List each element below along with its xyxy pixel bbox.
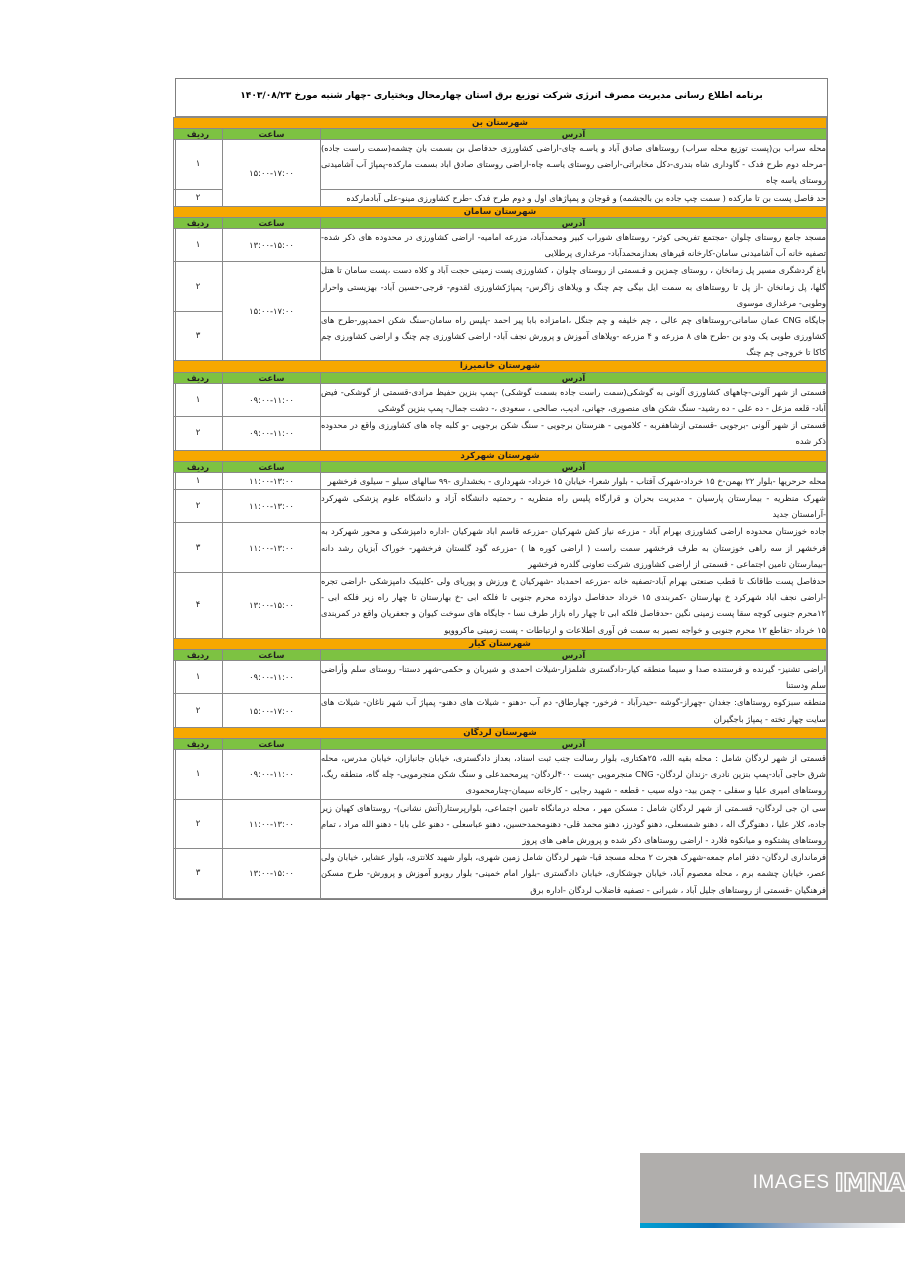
column-header-row-number: ردیف xyxy=(174,128,223,139)
time-cell: ۱۳:۰۰-۱۵:۰۰ xyxy=(223,572,321,638)
column-header-row-number: ردیف xyxy=(174,461,223,472)
time-cell: ۱۵:۰۰-۱۷:۰۰ xyxy=(223,262,321,361)
time-cell: ۱۱:۰۰-۱۳:۰۰ xyxy=(223,523,321,573)
table-row xyxy=(174,229,827,262)
schedule-sheet xyxy=(175,78,828,900)
city-band-row xyxy=(174,638,827,649)
time-cell: ۱۱:۰۰-۱۳:۰۰ xyxy=(223,799,321,849)
row-number-cell: ۲ xyxy=(174,799,223,849)
address-cell: قسمتی از شهر آلونی-چاههای کشاورزی آلونی به گوشکی(سمت راست جاده بسمت گوشکی) -پمپ بنزین حفیظ مرادی-قسمتی از گوشکی- فیض آباد- قلعه مزعل - ده علی - ده رشید- سنگ شکن های منصوری، جهانی، ادیب، صالحی ، سعودی ،- دشت جمال- پمپ بنزین گوشکی xyxy=(321,383,827,416)
row-number-cell: ۲ xyxy=(174,490,223,523)
time-cell: ۱۳:۰۰-۱۵:۰۰ xyxy=(223,849,321,899)
imna-logo-mark xyxy=(752,1167,905,1197)
table-row xyxy=(174,849,827,899)
address-cell: فرمانداری لردگان- دفتر امام جمعه-شهرک هجرت ۲ محله مسجد قبا- شهر لردگان شامل زمین شهری، بلوار شهید کلانتری، بلوار عشایر، خیابان ولی عصر، خیابان چشمه برم ، محله معصوم آباد، خیابان جوشکاری، خیابان دادگستری -بلوار امام خمینی- بلوار روبرو آموزش و پرورش- طرح مسکن فرهنگیان -قسمتی از روستاهای جلیل آباد ، شیرانی - تصفیه فاضلاب لردگان -اداره برق xyxy=(321,849,827,899)
table-row xyxy=(174,750,827,800)
column-header-address: آدرس xyxy=(321,739,827,750)
address-cell: منطقه سبزکوه روستاهای: جغدان -چهراز-گوشه -حیدرآباد - فرخور- چهارطاق- دم آب -دهنو - شیلات های دهنو- پمپاژ آب شهر ناغان- شیلات های سایت چهار تخته - پمپاژ باجگیران xyxy=(321,694,827,727)
time-cell: ۱۱:۰۰-۱۳:۰۰ xyxy=(223,490,321,523)
address-cell: سی ان جی لردگان- قسـمتی از شهر لردگان شامل : مسکن مهر ، محله درمانگاه تامین اجتماعی، بلوارپرستار(آتش نشانی)- روستاهای کهیان زیر جاده، کلار علیا ، دهنوگرگ اله ، دهنو شمسعلی، دهنو گودرز، دهنو محمد قلی- دهنومحمدحسین، دهنو عباسعلی - دهنو علی بابا - دهنو الله مراد ، تمام روستاهای پشتکوه و میانکوه فلارد - اراضی روستاهای ذکر شده و پرورش ماهی های پروز xyxy=(321,799,827,849)
column-header-row xyxy=(174,128,827,139)
page-title: برنامه اطلاع رسانی مدیریت مصرف انرژی شرکت توزیع برق استان چهارمحال وبختیاری -چهار شنبه مورخ ۱۴۰۳/۰۸/۲۳ xyxy=(176,79,827,117)
city-name: شهرستان بن xyxy=(174,117,827,128)
address-cell: حد فاصل پست بن تا مارکده ( سمت چپ جاده بن بالجشمه) و قوجان و پمپاژهای اول و دوم طرح فدک -طرح کشاورزی مینو-علی آبادمارکده xyxy=(321,189,827,206)
row-number-cell: ۱ xyxy=(174,661,223,694)
row-number-cell: ۴ xyxy=(174,572,223,638)
city-name: شهرستان خانمیرزا xyxy=(174,361,827,372)
table-row xyxy=(174,472,827,489)
time-cell: ۰۹:۰۰-۱۱:۰۰ xyxy=(223,417,321,450)
address-cell: جاده خوزستان محدوده اراضی کشاورزی بهرام آباد - مزرعه نیاز کش شهرکیان -مزرعه قاسم اباد شهرکیان -اداره دامپزشکی و محور شهرکرد به فرخشهر از سه راهی خوزستان به طرف فرخشهر سمت راست ( اراضی کوره ها ) -مزرعه گود گلستان فرخشهر- خوراک آبزیان رشد دانه -بیمارستان تامین اجتماعی - قسمتی از اراضی کشاورزی شرکت تعاونی گلدره فرخشهر xyxy=(321,523,827,573)
column-header-time: ساعت xyxy=(223,739,321,750)
city-band-row xyxy=(174,206,827,217)
table-row xyxy=(174,523,827,573)
column-header-address: آدرس xyxy=(321,218,827,229)
city-name: شهرستان لردگان xyxy=(174,727,827,738)
address-cell: اراضی تشنیز- گیرنده و فرستنده صدا و سیما منطقه کیار-دادگستری شلمزار-شیلات احمدی و شیربان و حکمی-شهر دستنا- روستای سلم وأراضی سلم ودستنا xyxy=(321,661,827,694)
column-header-address: آدرس xyxy=(321,461,827,472)
address-cell: مسجد جامع روستای چلوان -مجتمع تفریحی کوثر- روستاهای شوراب کبیر ومحمدآباد، مزرعه امامیه- اراضی کشاورزی در محدوده های ذکر شده-تصفیه خانه آب آشامیدنی سامان-کارخانه قیرهای بعدازمحمدآباد- مرغداری پرطلایی xyxy=(321,229,827,262)
table-row xyxy=(174,661,827,694)
column-header-row-number: ردیف xyxy=(174,218,223,229)
column-header-row xyxy=(174,649,827,660)
time-cell: ۱۵:۰۰-۱۷:۰۰ xyxy=(223,694,321,727)
city-band-row xyxy=(174,117,827,128)
city-band-row xyxy=(174,450,827,461)
city-name: شهرستان کیار xyxy=(174,638,827,649)
imna-logo-text: IMNA xyxy=(834,1167,905,1197)
row-number-cell: ۳ xyxy=(174,311,223,361)
table-row xyxy=(174,417,827,450)
city-name: شهرستان سامان xyxy=(174,206,827,217)
row-number-cell: ۲ xyxy=(174,262,223,312)
table-row xyxy=(174,572,827,638)
column-header-row xyxy=(174,372,827,383)
city-name: شهرستان شهرکرد xyxy=(174,450,827,461)
address-cell: محله سراب بن(پست توزیع محله سراب) روستاهای صادق آباد و یاسـه چای-اراضی کشاورزی حدفاصل بن بسمت بان چشمه(سمت راست جاده) -مرحله دوم طرح فدک - گاوداری شاه بندری-دکل مخابراتی-اراضی روستای یاسـه چاه-اراضی روستای صادق اباد بسمت مارکده-پمپاژ آب آشامیدنی روستای یاسه چاه xyxy=(321,140,827,190)
time-cell: ۱۱:۰۰-۱۳:۰۰ xyxy=(223,472,321,489)
column-header-time: ساعت xyxy=(223,461,321,472)
column-header-address: آدرس xyxy=(321,128,827,139)
table-row xyxy=(174,490,827,523)
column-header-row-number: ردیف xyxy=(174,649,223,660)
row-number-cell: ۱ xyxy=(174,229,223,262)
watermark-strip xyxy=(640,1211,905,1223)
table-row xyxy=(174,694,827,727)
table-row xyxy=(174,140,827,190)
row-number-cell: ۳ xyxy=(174,523,223,573)
column-header-time: ساعت xyxy=(223,372,321,383)
time-cell: ۰۹:۰۰-۱۱:۰۰ xyxy=(223,383,321,416)
row-number-cell: ۲ xyxy=(174,189,223,206)
table-row xyxy=(174,799,827,849)
row-number-cell: ۱ xyxy=(174,140,223,190)
table-row xyxy=(174,262,827,312)
column-header-address: آدرس xyxy=(321,649,827,660)
address-cell: حدفاصل پست طاقانک تا قطب صنعتی بهرام آباد-تصفیه خانه -مزرعه احمدباد -شهرکیان خ ورزش و پوریای ولی -کلینیک دامپزشکی -اراضی تجره -اراضی نجف اباد شهرکرد خ بهارستان -کمربندی ۱۵ خرداد حدفاصل دوازده محرم جنوبی تا فلکه ابی -خ بهارستان تا چهار راه زیر فلکه ابی - ۱۲محرم جنوبی کوچه سقا پست زمینی نگین -حدفاصل فلکه ابی تا چهار راه بازار طرف نسا - جایگاه های سوخت کیوان و جعفریان واقع در کمربندی ۱۵ خرداد -تقاطع ۱۲ محرم جنوبی و خواجه نصیر به سمت فن آوری اطلاعات و ارتباطات - پست زمینی ماکروویو xyxy=(321,572,827,638)
time-cell: ۱۵:۰۰-۱۷:۰۰ xyxy=(223,140,321,207)
address-cell: جایگاه CNG عمان سامانی-روستاهای چم عالی ، چم خلیفه و چم جنگل ،امامزاده بابا پیر احمد -پلیس راه سامان-سنگ شکن احمدپور-طرح های کشاورزی طوبی یک ودو بن -طرح های ۸ مزرعه و ۴ مزرعه -ویلاهای آموزش و پرورش نجف آباد- اراضی کشاورزی چم چنگ و اراضی کشاورزی چم کاکا تا خروجی چم چنگ xyxy=(321,311,827,361)
row-number-cell: ۲ xyxy=(174,417,223,450)
time-cell: ۰۹:۰۰-۱۱:۰۰ xyxy=(223,750,321,800)
watermark-accent-bar xyxy=(640,1223,905,1228)
row-number-cell: ۱ xyxy=(174,383,223,416)
column-header-time: ساعت xyxy=(223,128,321,139)
address-cell: قسمتی از شهر لردگان شامل : محله بقیه الله، ۲۵هکتاری، بلوار رسالت جنب ثبت اسناد، بعداز دادگستری، خیابان جانبازان، خیابان مدرس، محله شرق حاجی آباد-پمپ بنزین نادری -زندان لردگان- CNG منجرمویی -پست ۴۰۰لردگان- پیرمحمدعلی و سنگ شکن منجرمویی- چله گاه، منطقه ریگ، روستاهای امیری علیا و سفلی - چمن بید- دوله سیب - قطعه - شهید رجایی - کارخانه سیمان-چنارمحمودی xyxy=(321,750,827,800)
column-header-address: آدرس xyxy=(321,372,827,383)
address-cell: قسمتی از شهر آلونی -برجویی -قسمتی ازشاهفربه - کلامویی - هنرستان برجویی - سنگ شکن برجویی -و کلبه چاه های کشاورزی واقع در محدوده ذکر شده xyxy=(321,417,827,450)
column-header-row xyxy=(174,218,827,229)
column-header-time: ساعت xyxy=(223,218,321,229)
column-header-row-number: ردیف xyxy=(174,372,223,383)
address-cell: محله حرحریها -بلوار ۲۲ بهمن-خ ۱۵ خرداد-شهرک آفتاب - بلوار شعرا- خیابان ۱۵ خرداد- شهرداری - بخشداری -۹۹ سالهای سیلو – سیلوی فرخشهر xyxy=(321,472,827,489)
time-cell: ۱۳:۰۰-۱۵:۰۰ xyxy=(223,229,321,262)
column-header-row xyxy=(174,461,827,472)
column-header-row-number: ردیف xyxy=(174,739,223,750)
row-number-cell: ۲ xyxy=(174,694,223,727)
column-header-row xyxy=(174,739,827,750)
time-cell: ۰۹:۰۰-۱۱:۰۰ xyxy=(223,661,321,694)
row-number-cell: ۳ xyxy=(174,849,223,899)
address-cell: باغ گردشگری مسیر پل زمانخان ، روستای چمزین و قـسمتی از روستای چلوان ، کشاورزی پست زمینی حجت آباد و کلاه دست ،پست سامان تا هتل گلها، پل زمانخان -از پل تا روستاهای به سمت ایل بیگی چم چنگ و ویلاهای زاگرس- پمپاژکشاورزی لقدوم- فرجی-حسین آباد- بهزیستی واحرار وطوبی- مرغداری موسوی xyxy=(321,262,827,312)
outage-schedule-table xyxy=(173,117,827,899)
table-body xyxy=(174,117,827,898)
row-number-cell: ۱ xyxy=(174,472,223,489)
table-row xyxy=(174,383,827,416)
address-cell: شهرک منظریه - بیمارستان پارسیان - مدیریت بحران و قرارگاه پلیس راه منظریه - رحمتیه دانشگاه آزاد و دانشگاه علوم پزشکی شهرکرد -آرامستان جدید xyxy=(321,490,827,523)
imna-word-text: IMAGES xyxy=(752,1171,830,1193)
column-header-time: ساعت xyxy=(223,649,321,660)
row-number-cell: ۱ xyxy=(174,750,223,800)
city-band-row xyxy=(174,727,827,738)
city-band-row xyxy=(174,361,827,372)
imna-watermark xyxy=(640,1153,905,1211)
